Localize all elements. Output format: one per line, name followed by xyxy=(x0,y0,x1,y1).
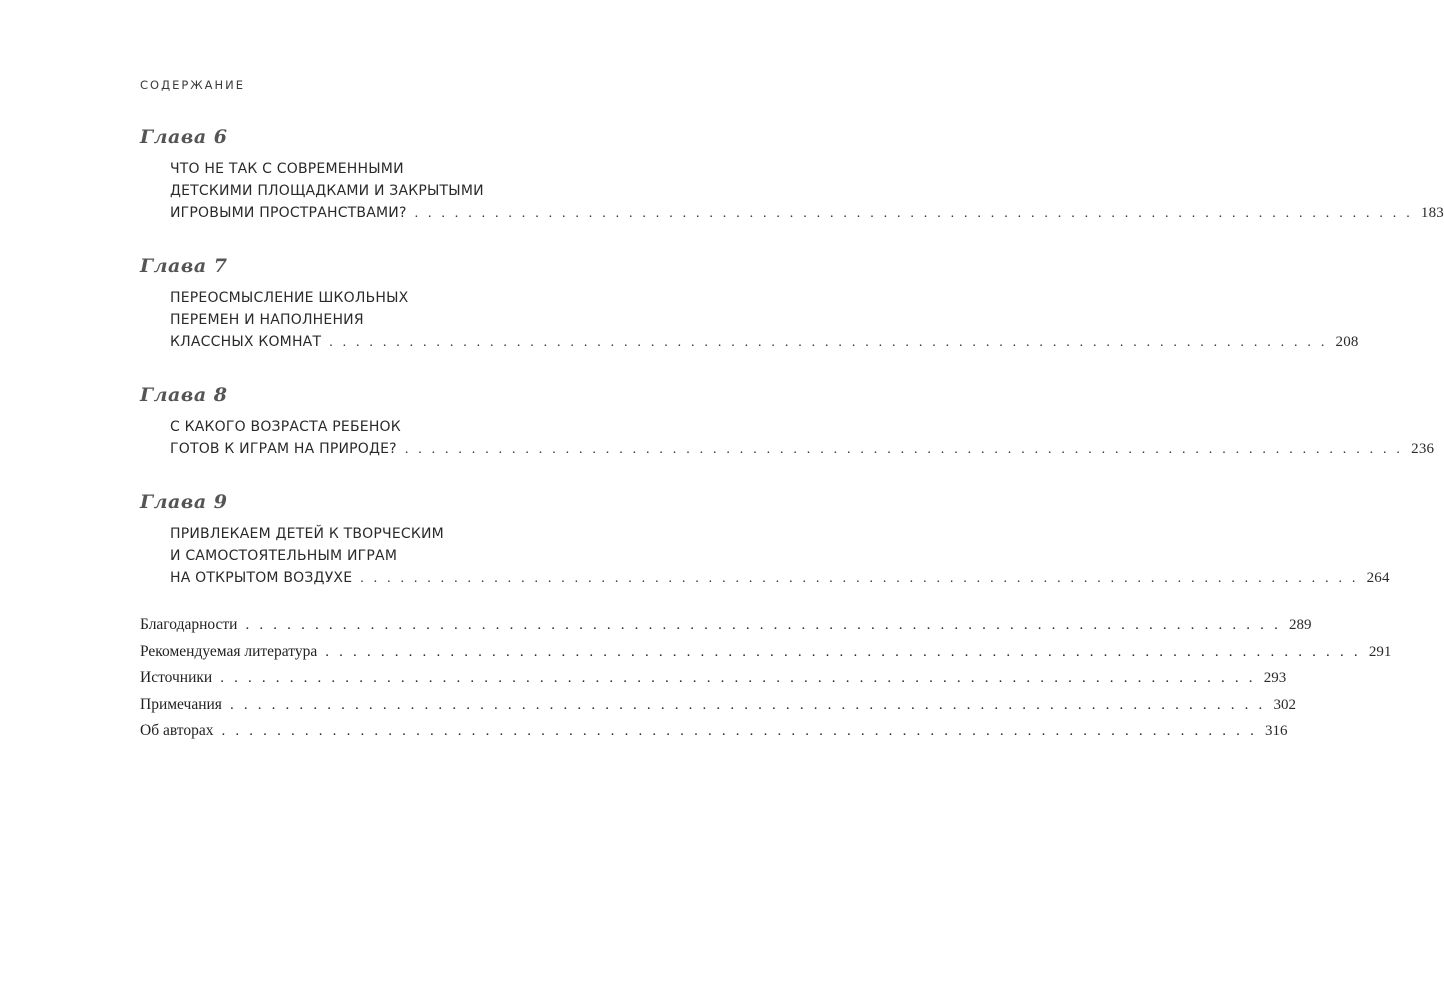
page-number: 302 xyxy=(1273,696,1296,713)
backmatter-title: Благодарности xyxy=(140,616,238,633)
backmatter-title: Рекомендуемая литература xyxy=(140,642,318,660)
backmatter-item[interactable] xyxy=(140,692,1296,719)
chapter-title-last-line[interactable] xyxy=(170,567,1390,589)
backmatter-item[interactable] xyxy=(140,665,1287,692)
running-head: СОДЕРЖАНИЕ xyxy=(140,78,246,92)
chapter-title-last-line[interactable] xyxy=(170,202,1444,224)
chapter-entry xyxy=(140,251,1359,353)
backmatter-item[interactable] xyxy=(140,718,1288,745)
page-number: 289 xyxy=(1289,617,1312,633)
page-number: 264 xyxy=(1366,570,1390,586)
chapter-title-line: КЛАССНЫХ КОМНАТ xyxy=(170,334,322,350)
page-number: 293 xyxy=(1263,670,1287,686)
chapter-label: Глава 6 xyxy=(140,126,228,148)
page-number: 183 xyxy=(1420,205,1444,221)
chapter-title-last-line[interactable] xyxy=(170,331,1359,353)
backmatter-list xyxy=(140,612,1392,745)
chapter-label: Глава 9 xyxy=(140,491,228,513)
dot-leader: . . . . . . . . . . . . . . . . . . . . . . . . . . . . . . . . . . . . . . . . . . . . . . . . . . . . . . . . . . . . . . . . . . . . . . . . . . . xyxy=(360,571,1359,586)
chapter-title-line: ГОТОВ К ИГРАМ НА ПРИРОДЕ? xyxy=(170,441,397,457)
chapter-title-line: ПЕРЕОСМЫСЛЕНИЕ ШКОЛЬНЫХ xyxy=(170,290,409,306)
backmatter-title: Примечания xyxy=(140,695,222,713)
dot-leader: . . . . . . . . . . . . . . . . . . . . . . . . . . . . . . . . . . . . . . . . . . . . . . . . . . . . . . . . . . . . . . . . . . . . . . . . . . . xyxy=(329,335,1328,350)
chapter-title-line: ПЕРЕМЕН И НАПОЛНЕНИЯ xyxy=(170,312,364,328)
chapter-entry xyxy=(140,122,1444,224)
chapter-title-line: С КАКОГО ВОЗРАСТА РЕБЕНОК xyxy=(170,419,401,435)
chapter-title-last-line[interactable] xyxy=(170,438,1435,460)
chapter-title-line: ДЕТСКИМИ ПЛОЩАДКАМИ И ЗАКРЫТЫМИ xyxy=(170,183,484,199)
chapter-label: Глава 7 xyxy=(140,255,228,277)
backmatter-title: Источники xyxy=(140,669,213,686)
page-number: 208 xyxy=(1335,334,1359,350)
backmatter-title: Об авторах xyxy=(140,722,214,739)
dot-leader: . . . . . . . . . . . . . . . . . . . . . . . . . . . . . . . . . . . . . . . . . . . . . . . . . . . . . . . . . . . . . . . . . . . . . . . . . . . xyxy=(229,696,1266,713)
dot-leader: . . . . . . . . . . . . . . . . . . . . . . . . . . . . . . . . . . . . . . . . . . . . . . . . . . . . . . . . . . . . . . . . . . . . . . . . . . . xyxy=(414,206,1413,221)
chapter-title-line: ПРИВЛЕКАЕМ ДЕТЕЙ К ТВОРЧЕСКИМ xyxy=(170,526,444,542)
chapter-entry xyxy=(140,380,1435,460)
chapter-entry xyxy=(140,487,1390,589)
backmatter-item[interactable] xyxy=(140,639,1392,666)
chapter-label: Глава 8 xyxy=(140,384,228,406)
dot-leader: . . . . . . . . . . . . . . . . . . . . . . . . . . . . . . . . . . . . . . . . . . . . . . . . . . . . . . . . . . . . . . . . . . . . . . . . . . . xyxy=(220,670,1256,686)
dot-leader: . . . . . . . . . . . . . . . . . . . . . . . . . . . . . . . . . . . . . . . . . . . . . . . . . . . . . . . . . . . . . . . . . . . . . . . . . . . xyxy=(325,643,1361,660)
page-number: 316 xyxy=(1265,723,1288,739)
page-number: 291 xyxy=(1368,643,1392,660)
chapter-title-line: ИГРОВЫМИ ПРОСТРАНСТВАМИ? xyxy=(170,205,407,221)
page-number: 236 xyxy=(1411,441,1435,457)
chapter-title-line: НА ОТКРЫТОМ ВОЗДУХЕ xyxy=(170,570,353,586)
chapter-title-line: ЧТО НЕ ТАК С СОВРЕМЕННЫМИ xyxy=(170,161,404,177)
dot-leader: . . . . . . . . . . . . . . . . . . . . . . . . . . . . . . . . . . . . . . . . . . . . . . . . . . . . . . . . . . . . . . . . . . . . . . . . . . . xyxy=(404,442,1404,457)
dot-leader: . . . . . . . . . . . . . . . . . . . . . . . . . . . . . . . . . . . . . . . . . . . . . . . . . . . . . . . . . . . . . . . . . . . . . . . . . . . xyxy=(221,723,1258,739)
backmatter-item[interactable] xyxy=(140,612,1312,639)
chapter-title-line: И САМОСТОЯТЕЛЬНЫМ ИГРАМ xyxy=(170,548,398,564)
dot-leader: . . . . . . . . . . . . . . . . . . . . . . . . . . . . . . . . . . . . . . . . . . . . . . . . . . . . . . . . . . . . . . . . . . . . . . . . . . . xyxy=(245,617,1282,633)
